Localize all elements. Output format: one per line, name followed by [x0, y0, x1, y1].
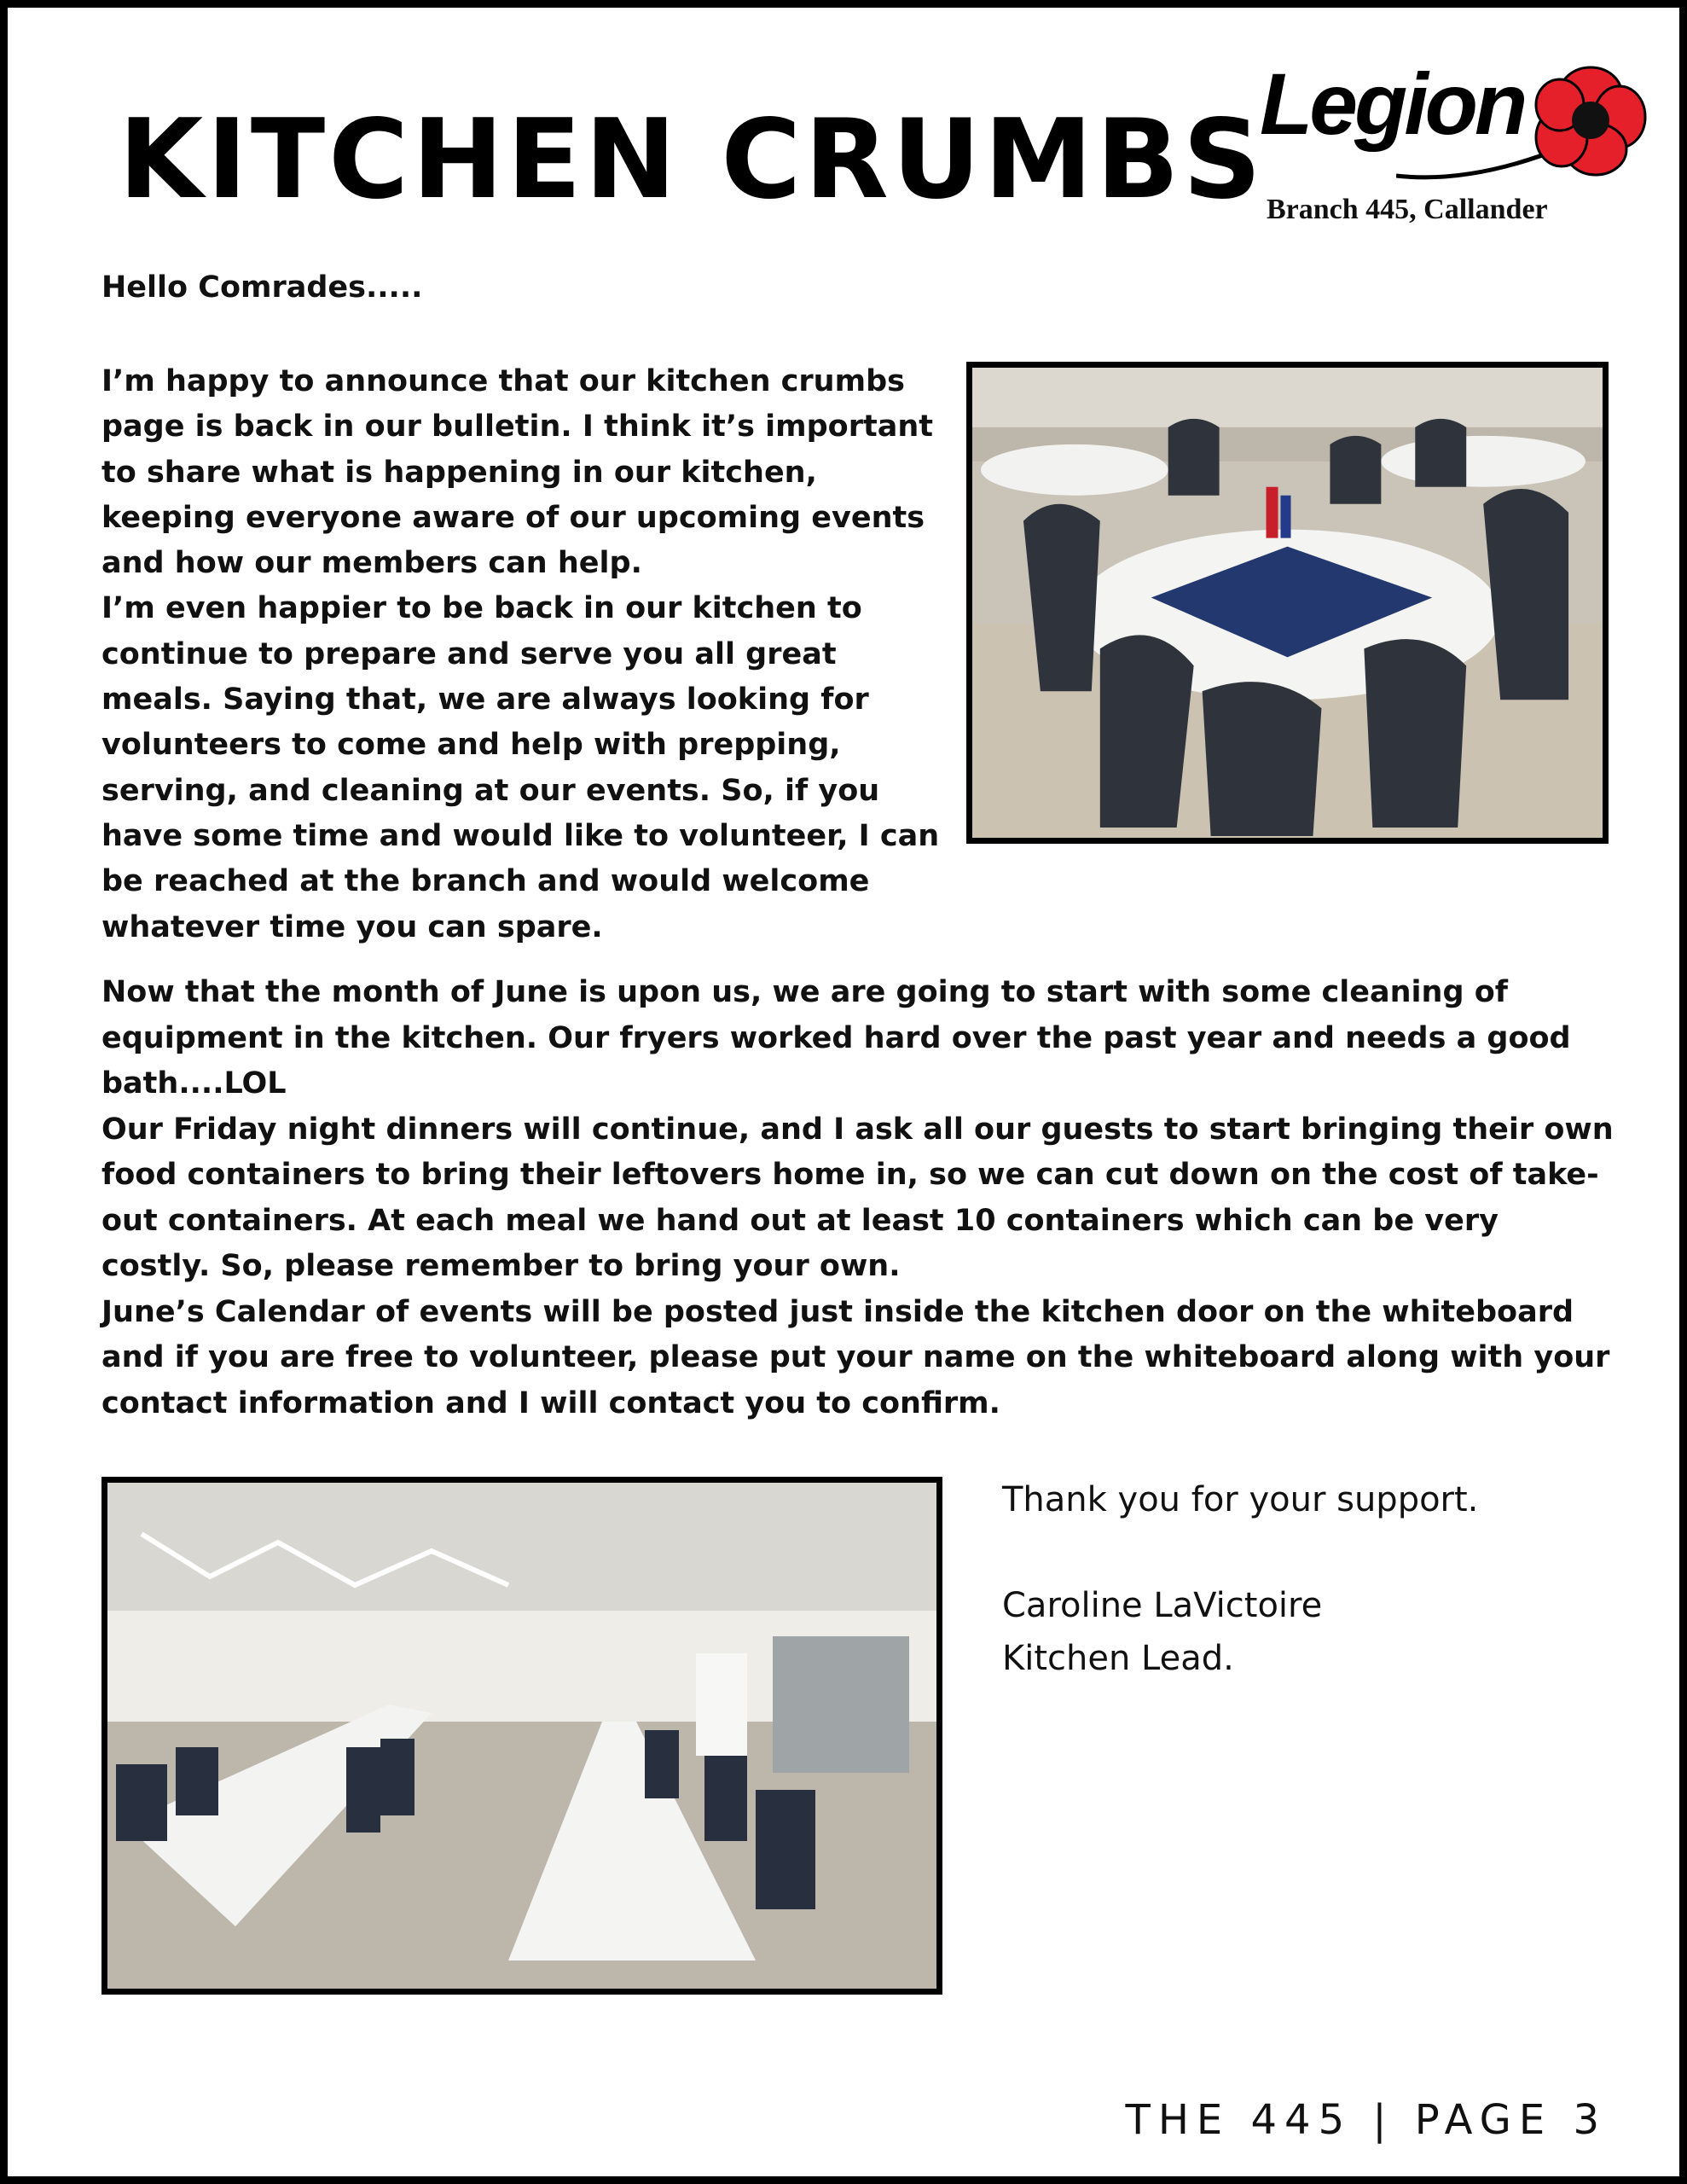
page-title: KITCHEN CRUMBS	[119, 96, 1265, 224]
page-footer: THE 445 | PAGE 3	[1125, 2096, 1607, 2144]
thank-you-line: Thank you for your support.	[1002, 1480, 1479, 1519]
intro-paragraph: I’m happy to announce that our kitchen crumbs page is back in our bulletin. I think it’s important to share what is happening in our kitchen, keeping everyone aware of our upcoming events and how our members can help.	[101, 364, 933, 581]
author-role: Kitchen Lead.	[1002, 1639, 1234, 1678]
body-paragraph: June’s Calendar of events will be posted just inside the kitchen door on the whiteboard and if you are free to volunteer, please put your name on the whiteboard along with your contact information and I will contact you to confirm.	[101, 1294, 1610, 1420]
body-paragraph: Our Friday night dinners will continue, and I ask all our guests to start bringing their own food containers to bring their leftovers home in, so we can cut down on the cost of take-out containers. At each meal we hand out at least 10 containers which can be very costly. So, please remember to bring your own.	[101, 1112, 1614, 1283]
legion-logo	[1260, 55, 1661, 231]
signoff	[1002, 1473, 1478, 1685]
main-text	[101, 970, 1615, 1426]
banquet-hall-long-tables-photo	[101, 1477, 942, 1995]
branch-name: Branch 445, Callander	[1267, 194, 1548, 225]
intro-paragraph: I’m even happier to be back in our kitchen to continue to prepare and serve you all great meals. Saying that, we are always looking for volunteers to come and help with prepping, serving, and cleaning at our events. So, if you have some time and would like to volunteer, I can be reached at the branch and would welcome whatever time you can spare.	[101, 591, 940, 944]
poppy-icon	[1531, 61, 1650, 180]
greeting: Hello Comrades.....	[101, 270, 423, 305]
legion-wordmark: Legion	[1260, 55, 1525, 153]
banquet-round-table-photo	[966, 362, 1609, 844]
intro-text	[101, 359, 946, 950]
author-name: Caroline LaVictoire	[1002, 1586, 1323, 1625]
body-paragraph: Now that the month of June is upon us, we are going to start with some cleaning of equipment in the kitchen. Our fryers worked hard over the past year and needs a good bath....LOL	[101, 975, 1571, 1101]
